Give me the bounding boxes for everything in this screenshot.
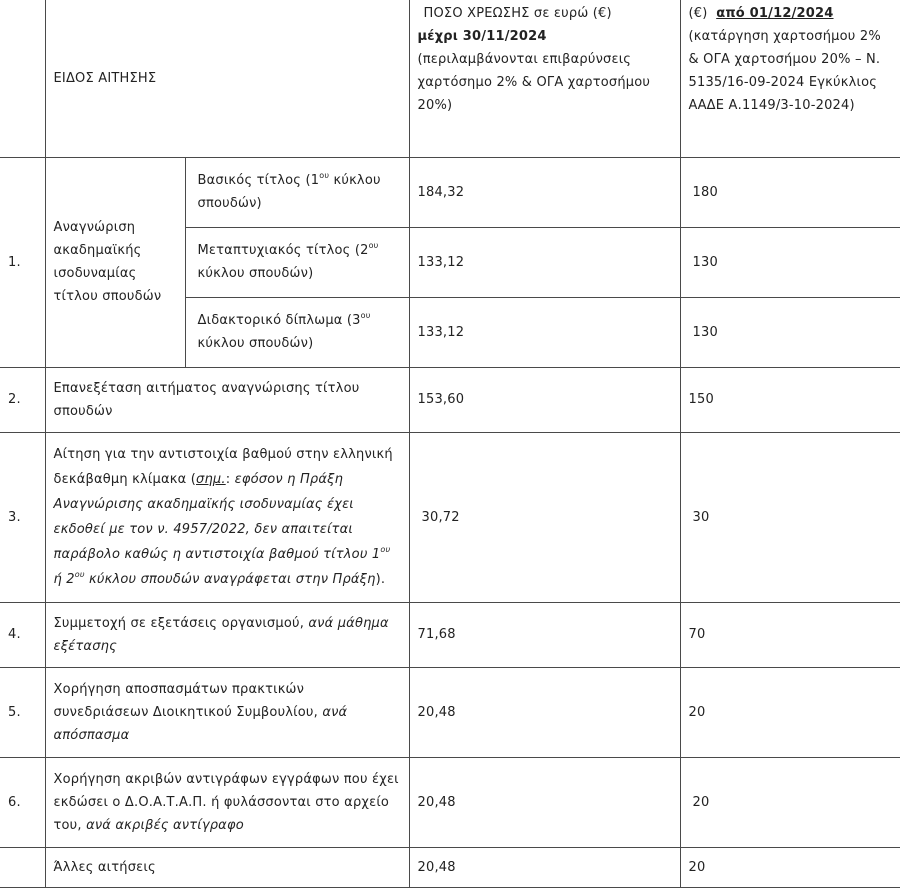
sub-row-label: Διδακτορικό δίπλωμα ($3^{o\upsilon}$ κύκλου σπουδών) xyxy=(185,297,409,367)
new-fee-value: 30 xyxy=(680,432,900,602)
row-label: Επανεξέταση αιτήματος αναγνώρισης τίτλου σπουδών xyxy=(45,367,409,432)
row-label: Συμμετοχή σε εξετάσεις οργανισμού, ανά μάθημα εξέτασης xyxy=(45,602,409,667)
row-label: Αναγνώριση ακαδημαϊκής ισοδυναμίας τίτλου σπουδών xyxy=(45,157,185,367)
old-fee-value: 153,60 xyxy=(409,367,680,432)
new-fee-value: 130 xyxy=(680,227,900,297)
table-row xyxy=(0,367,900,432)
new-fee-value: 130 xyxy=(680,297,900,367)
table-row xyxy=(0,432,900,602)
new-fee-value: 20 xyxy=(680,847,900,887)
header-row xyxy=(0,0,900,157)
old-fee-value: 133,12 xyxy=(409,227,680,297)
header-old-fee-date: μέχρι 30/11/2024 xyxy=(417,29,547,44)
row-number: 6. xyxy=(0,757,45,847)
old-fee-value: 20,48 xyxy=(409,757,680,847)
row-label: Άλλες αιτήσεις xyxy=(45,847,409,887)
new-fee-value: 20 xyxy=(680,667,900,757)
old-fee-value: 71,68 xyxy=(409,602,680,667)
row-number: 2. xyxy=(0,367,45,432)
new-fee-value: 20 xyxy=(680,757,900,847)
table-row xyxy=(0,602,900,667)
header-new-fee-cell xyxy=(680,0,900,157)
new-fee-value: 180 xyxy=(680,157,900,227)
old-fee-value: 30,72 xyxy=(409,432,680,602)
sub-row-label: Βασικός τίτλος ($1^{o\upsilon}$ κύκλου σπουδών) xyxy=(185,157,409,227)
header-old-fee-note: (περιλαμβάνονται επιβαρύνσεις χαρτόσημο 2% & ΟΓΑ χαρτοσήμου 20%) xyxy=(417,52,651,113)
row-number: 1. xyxy=(0,157,45,367)
row-label: Χορήγηση ακριβών αντιγράφων εγγράφων που έχει εκδώσει ο Δ.Ο.Α.Τ.Α.Π. ή φυλάσσονται στο αρχείο του, ανά ακριβές αντίγραφο xyxy=(45,757,409,847)
table-row xyxy=(0,847,900,887)
row-label: Αίτηση για την αντιστοιχία βαθμού στην ελληνική δεκάβαθμη κλίμακα (σημ.: εφόσον η Πράξη Αναγνώρισης ακαδημαϊκής ισοδυναμίας έχει εκδοθεί με τον ν. 4957/2022, δεν απαιτείται παράβολο καθώς η αντιστοιχία βαθμού τίτλου $1^{o\upsilon}$ ή $2^{o\upsilon}$ κύκλου σπουδών αναγράφεται στην Πράξη). xyxy=(45,432,409,602)
header-old-fee-title: ΠΟΣΟ ΧΡΕΩΣΗΣ σε ευρώ (€) xyxy=(423,6,612,21)
old-fee-value: 184,32 xyxy=(409,157,680,227)
header-new-fee-date: από 01/12/2024 xyxy=(716,6,834,21)
old-fee-value: 20,48 xyxy=(409,847,680,887)
row-label: Χορήγηση αποσπασμάτων πρακτικών συνεδριάσεων Διοικητικού Συμβουλίου, ανά απόσπασμα xyxy=(45,667,409,757)
new-fee-value: 70 xyxy=(680,602,900,667)
sub-row-label: Μεταπτυχιακός τίτλος ($2^{o\upsilon}$ κύκλου σπουδών) xyxy=(185,227,409,297)
row-number: 3. xyxy=(0,432,45,602)
table-row xyxy=(0,757,900,847)
table-row xyxy=(0,667,900,757)
header-type-cell xyxy=(45,0,409,157)
header-old-fee-cell xyxy=(409,0,680,157)
header-new-fee-note: (κατάργηση χαρτοσήμου 2% & ΟΓΑ χαρτοσήμου 20% – Ν. 5135/16-09-2024 Εγκύκλιος ΑΑΔΕ Α.1149/3-10-2024) xyxy=(688,29,881,113)
header-new-fee-unit: (€) xyxy=(688,6,708,21)
header-number-cell xyxy=(0,0,45,157)
row-number: 5. xyxy=(0,667,45,757)
new-fee-value: 150 xyxy=(680,367,900,432)
row-number: 4. xyxy=(0,602,45,667)
header-type-label: ΕΙΔΟΣ ΑΙΤΗΣΗΣ xyxy=(53,70,157,86)
old-fee-value: 133,12 xyxy=(409,297,680,367)
row-number xyxy=(0,847,45,887)
table-row xyxy=(0,157,900,227)
old-fee-value: 20,48 xyxy=(409,667,680,757)
